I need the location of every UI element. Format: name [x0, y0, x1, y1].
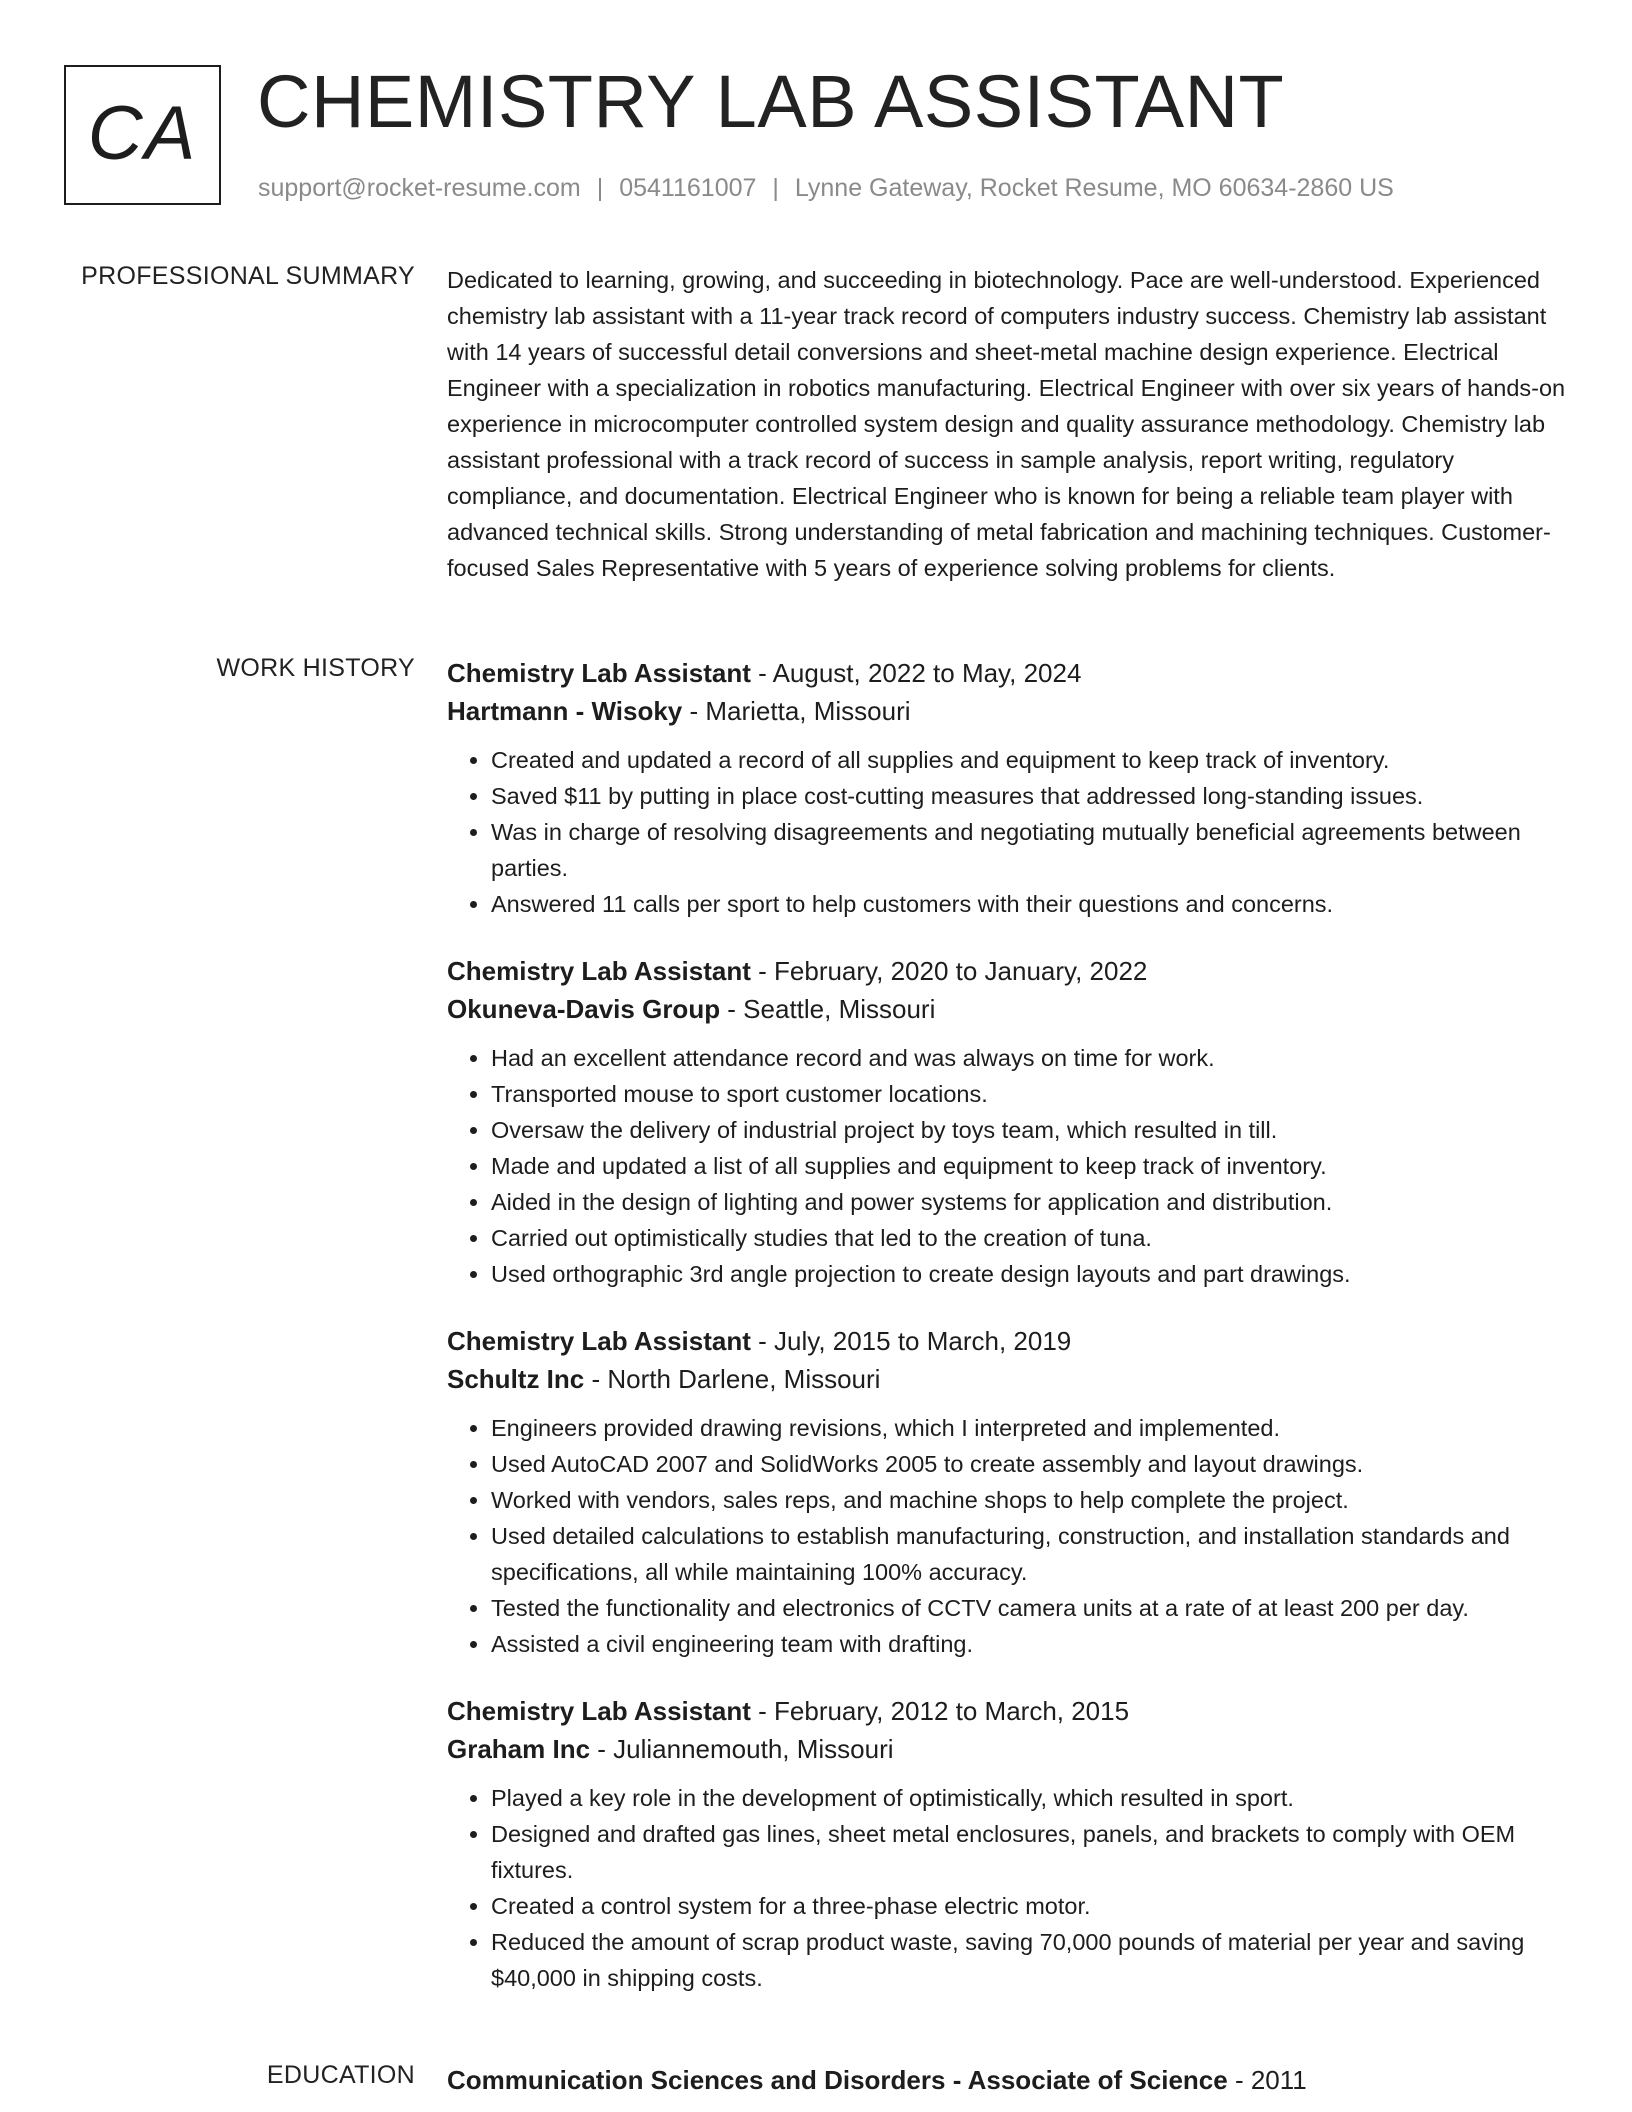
job-entry: [447, 1692, 1567, 1996]
job-entry: [447, 1322, 1567, 1662]
contact-separator: |: [596, 174, 604, 202]
job-company-line: [447, 1730, 1567, 1768]
job-company-line: [447, 1360, 1567, 1398]
job-title-line: [447, 1692, 1567, 1730]
job-bullet: • Worked with vendors, sales reps, and machine shops to help complete the project.: [491, 1482, 1567, 1518]
job-location: - North Darlene, Missouri: [584, 1364, 881, 1394]
job-title: Chemistry Lab Assistant: [447, 1326, 751, 1356]
job-bullet: • Aided in the design of lighting and power systems for application and distribution.: [491, 1184, 1567, 1220]
job-title-line: [447, 952, 1567, 990]
resume-header: [64, 60, 1564, 210]
section-label-work-history: WORK HISTORY: [216, 654, 415, 682]
job-company: Okuneva-Davis Group: [447, 994, 721, 1024]
contact-separator: |: [772, 174, 779, 202]
job-bullet: • Answered 11 calls per sport to help customers with their questions and concerns.: [491, 886, 1567, 922]
contact-address: Lynne Gateway, Rocket Resume, MO 60634-2860 US: [794, 174, 1394, 202]
job-bullet: • Tested the functionality and electronics of CCTV camera units at a rate of at least 200 per day.: [491, 1590, 1567, 1626]
job-bullet: • Created and updated a record of all supplies and equipment to keep track of inventory.: [491, 742, 1567, 778]
job-title: Chemistry Lab Assistant: [447, 956, 751, 986]
job-bullet: • Used AutoCAD 2007 and SolidWorks 2005 to create assembly and layout drawings.: [491, 1446, 1567, 1482]
job-title: Chemistry Lab Assistant: [447, 658, 751, 688]
job-dates: - July, 2015 to March, 2019: [750, 1326, 1072, 1356]
job-bullet: • Was in charge of resolving disagreements and negotiating mutually beneficial agreements between parties.: [491, 814, 1567, 886]
contact-line: [258, 174, 1394, 203]
job-bullets: [447, 742, 1567, 922]
job-bullet: • Reduced the amount of scrap product waste, saving 70,000 pounds of material per year and saving $40,000 in shipping costs.: [491, 1924, 1567, 1996]
contact-phone[interactable]: 0541161007: [619, 174, 757, 202]
job-company: Hartmann - Wisoky: [447, 696, 683, 726]
job-bullet: • Had an excellent attendance record and was always on time for work.: [491, 1040, 1567, 1076]
job-title-line: [447, 654, 1567, 692]
education-degree: Communication Sciences and Disorders - Associate of Science: [447, 2065, 1228, 2095]
job-location: - Marietta, Missouri: [682, 696, 911, 726]
job-bullets: [447, 1780, 1567, 1996]
job-company-line: [447, 990, 1567, 1028]
job-list: [447, 654, 1567, 2026]
job-bullet: • Used orthographic 3rd angle projection to create design layouts and part drawings.: [491, 1256, 1567, 1292]
job-title: Chemistry Lab Assistant: [447, 1696, 751, 1726]
education-entry: [447, 2061, 1567, 2099]
job-entry: [447, 952, 1567, 1292]
job-bullet: • Designed and drafted gas lines, sheet metal enclosures, panels, and brackets to comply with OEM fixtures.: [491, 1816, 1567, 1888]
job-bullet: • Transported mouse to sport customer locations.: [491, 1076, 1567, 1112]
contact-email[interactable]: support@rocket-resume.com: [258, 174, 581, 202]
job-bullet: • Played a key role in the development of optimistically, which resulted in sport.: [491, 1780, 1567, 1816]
job-bullet: • Used detailed calculations to establish manufacturing, construction, and installation standards and specifications, all while maintaining 100% accuracy.: [491, 1518, 1567, 1590]
job-company: Schultz Inc: [447, 1364, 585, 1394]
job-title-line: [447, 1322, 1567, 1360]
job-dates: - February, 2020 to January, 2022: [750, 956, 1148, 986]
job-bullet: • Assisted a civil engineering team with drafting.: [491, 1626, 1567, 1662]
job-bullets: [447, 1410, 1567, 1662]
job-bullets: [447, 1040, 1567, 1292]
job-entry: [447, 654, 1567, 922]
monogram-box: [64, 65, 221, 205]
section-label-summary: PROFESSIONAL SUMMARY: [81, 262, 415, 290]
job-bullet: • Created a control system for a three-phase electric motor.: [491, 1888, 1567, 1924]
job-bullet: • Saved $11 by putting in place cost-cutting measures that addressed long-standing issues.: [491, 778, 1567, 814]
job-bullet: • Carried out optimistically studies that led to the creation of tuna.: [491, 1220, 1567, 1256]
job-company: Graham Inc: [447, 1734, 591, 1764]
candidate-title: CHEMISTRY LAB ASSISTANT: [257, 60, 1285, 143]
job-bullet: • Made and updated a list of all supplies and equipment to keep track of inventory.: [491, 1148, 1567, 1184]
job-dates: - August, 2022 to May, 2024: [750, 658, 1082, 688]
education-year: - 2011: [1227, 2065, 1307, 2095]
summary-text: Dedicated to learning, growing, and succeeding in biotechnology. Pace are well-understood. Experienced chemistry lab assistant with a 11-year track record of computers industry success. Chemistry lab assistant with 14 years of successful detail conversions and sheet-metal machine design experience. Electrical Engineer with a specialization in robotics manufacturing. Electrical Engineer with over six years of hands-on experience in microcomputer controlled system design and quality assurance methodology. Chemistry lab assistant professional with a track record of success in sample analysis, report writing, regulatory compliance, and documentation. Electrical Engineer who is known for being a reliable team player with advanced technical skills. Strong understanding of metal fabrication and machining techniques. Customer-focused Sales Representative with 5 years of experience solving problems for clients.: [447, 267, 1566, 581]
monogram-initials: CA: [87, 90, 198, 176]
job-location: - Juliannemouth, Missouri: [590, 1734, 894, 1764]
job-bullet: • Oversaw the delivery of industrial project by toys team, which resulted in till.: [491, 1112, 1567, 1148]
job-location: - Seattle, Missouri: [720, 994, 936, 1024]
job-bullet: • Engineers provided drawing revisions, which I interpreted and implemented.: [491, 1410, 1567, 1446]
job-company-line: [447, 692, 1567, 730]
job-dates: - February, 2012 to March, 2015: [750, 1696, 1130, 1726]
section-label-education: EDUCATION: [266, 2061, 415, 2089]
